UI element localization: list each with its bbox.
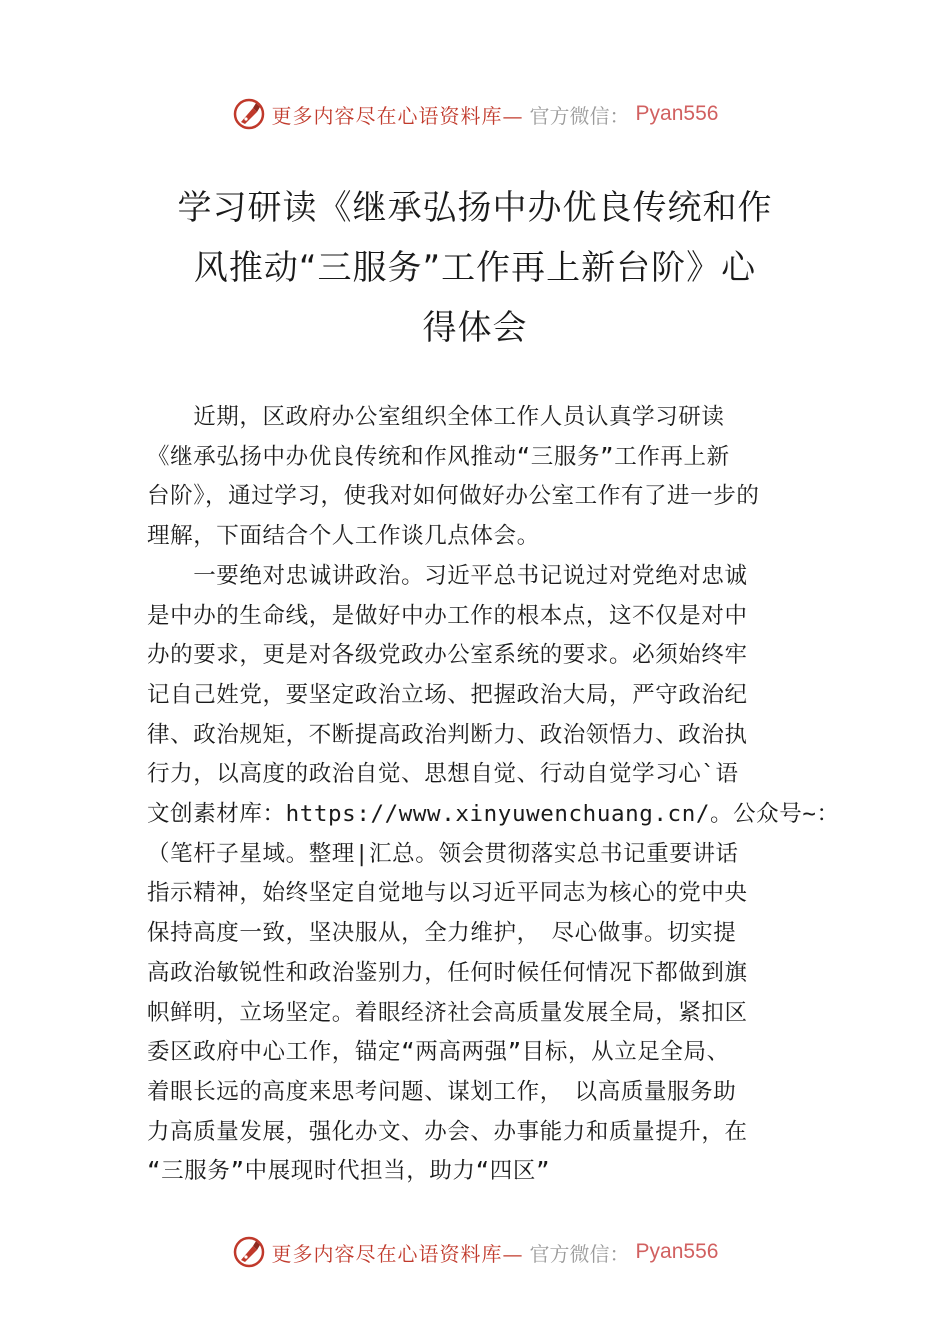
body-line: 保持高度一致，坚决服从，全力维护， 尽心做事。切实提 (147, 920, 737, 947)
body-line: 记自己姓党，要坚定政治立场、把握政治大局，严守政治纪 (147, 681, 748, 708)
title-line: 学习研读《继承弘扬中办优良传统和作 (177, 188, 773, 228)
pen-nib-logo-icon (232, 1235, 266, 1269)
body-line: 是中办的生命线，是做好中办工作的根本点，这不仅是对中 (147, 602, 748, 629)
body-line: 办的要求，更是对各级党政办公室系统的要求。必须始终牢 (147, 642, 748, 669)
body-line: 《继承弘扬中办优良传统和作风推动“三服务”工作再上新 (147, 443, 730, 470)
pen-nib-logo-icon (232, 97, 266, 131)
body-line: 一要绝对忠诚讲政治。习近平总书记说过对党绝对忠诚 (147, 562, 748, 589)
body-line: 着眼长远的高度来思考问题、谋划工作， 以高质量服务助 (147, 1078, 737, 1105)
banner-wechat-id: Pyan556 (635, 102, 719, 125)
banner-slogan: 更多内容尽在心语资料库— (271, 1241, 524, 1266)
body-line: 行力，以高度的政治自觉、思想自觉、行动自觉学习心`语 (147, 761, 739, 788)
body-line: 文创素材库：https://www.xinyuwenchuang.cn/。公众号~： (147, 801, 840, 828)
banner-wechat-label: 官方微信： (529, 103, 630, 128)
header-banner (0, 94, 950, 134)
body-line: 理解，下面结合个人工作谈几点体会。 (147, 523, 540, 550)
document-title (150, 178, 800, 358)
body-line: 律、政治规矩，不断提高政治判断力、政治领悟力、政治执 (147, 721, 748, 748)
body-line: 高政治敏锐性和政治鉴别力，任何时候任何情况下都做到旗 (147, 959, 748, 986)
title-line: 风推动“三服务”工作再上新台阶》心 (193, 248, 757, 288)
body-line: （笔杆子星域。整理|汇总。领会贯彻落实总书记重要讲话 (147, 840, 739, 867)
body-line: 台阶》，通过学习，使我对如何做好办公室工作有了进一步的 (147, 483, 760, 510)
body-line: 力高质量发展，强化办文、办会、办事能力和质量提升，在 (147, 1118, 748, 1145)
banner-wechat-label: 官方微信： (529, 1241, 630, 1266)
banner-slogan: 更多内容尽在心语资料库— (271, 103, 524, 128)
body-line: 委区政府中心工作，锚定“两高两强”目标，从立足全局、 (147, 1039, 730, 1066)
title-line: 得体会 (422, 308, 528, 348)
document-body (147, 398, 840, 1192)
banner-wechat-id: Pyan556 (635, 1240, 719, 1263)
body-line: 帜鲜明，立场坚定。着眼经济社会高质量发展全局，紧扣区 (147, 999, 748, 1026)
body-line: “三服务”中展现时代担当，助力“四区” (147, 1158, 551, 1185)
footer-banner (0, 1232, 950, 1272)
body-line: 近期，区政府办公室组织全体工作人员认真学习研读 (147, 404, 725, 430)
body-line: 指示精神，始终坚定自觉地与以习近平同志为核心的党中央 (147, 880, 748, 907)
